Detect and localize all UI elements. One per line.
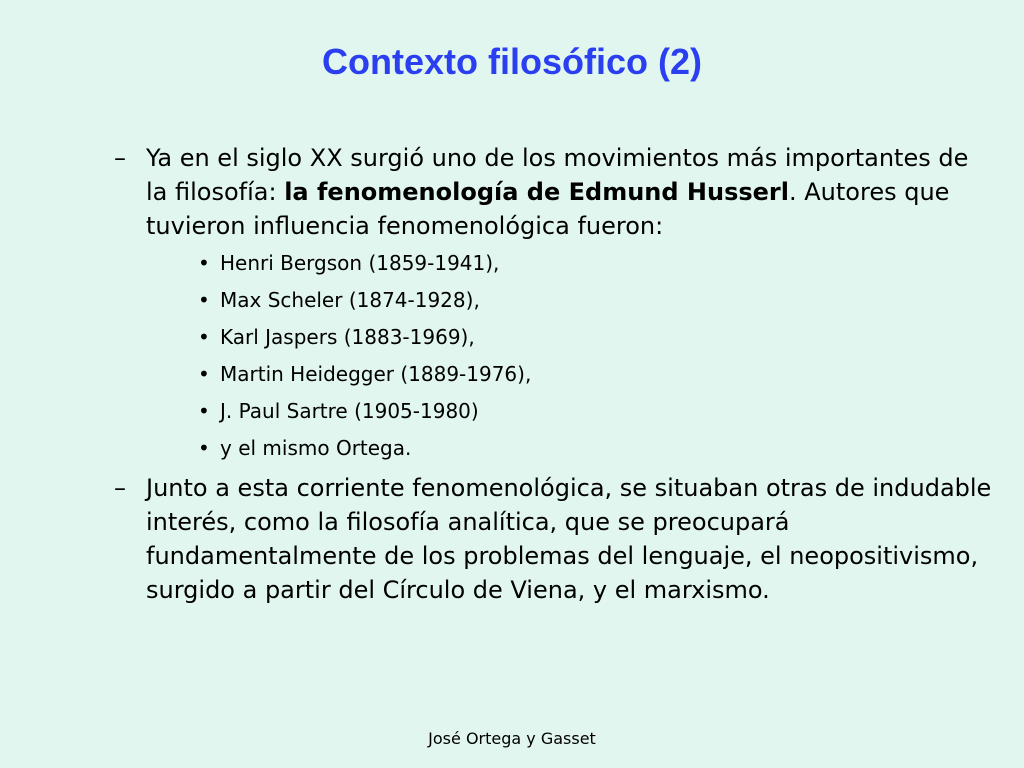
dash-marker: – [114, 144, 126, 172]
author-text: J. Paul Sartre (1905-1980) [220, 399, 479, 423]
bullet-point-2 [114, 471, 994, 607]
list-item [198, 430, 994, 467]
author-text: Karl Jaspers (1883-1969), [220, 325, 475, 349]
dash-marker: – [114, 474, 126, 502]
list-item [198, 245, 994, 282]
author-text: Martin Heidegger (1889-1976), [220, 362, 532, 386]
point-1-bold-text: la fenomenología de Edmund Husserl [284, 178, 789, 206]
bullet-marker: • [198, 288, 210, 312]
bullet-marker: • [198, 399, 210, 423]
bullet-marker: • [198, 251, 210, 275]
list-item [198, 282, 994, 319]
point-1-text-after: . Autores que tuvieron influencia fenomenológica fueron: [146, 178, 950, 240]
bullet-point-1 [114, 141, 994, 467]
slide-title: Contexto filosófico (2) [322, 41, 702, 82]
bullet-marker: • [198, 436, 210, 460]
list-item [198, 356, 994, 393]
list-item [198, 319, 994, 356]
list-item [198, 393, 994, 430]
bullet-marker: • [198, 362, 210, 386]
authors-list [146, 245, 994, 467]
author-text: Max Scheler (1874-1928), [220, 288, 480, 312]
author-text: Henri Bergson (1859-1941), [220, 251, 500, 275]
slide-footer: José Ortega y Gasset [428, 729, 596, 748]
author-text: y el mismo Ortega. [220, 436, 412, 460]
point-2-text: Junto a esta corriente fenomenológica, se situaban otras de indudable interés, como la filosofía analítica, que se preocupará fundamentalmente de los problemas del lenguaje, el neopositivismo, surgido a partir del Círculo de Viena, y el marxismo. [146, 474, 992, 604]
bullet-marker: • [198, 325, 210, 349]
point-1-text-before: Ya en el siglo XX surgió uno de los movimientos más importantes de la filosofía: [146, 144, 969, 206]
slide-body [114, 141, 994, 607]
